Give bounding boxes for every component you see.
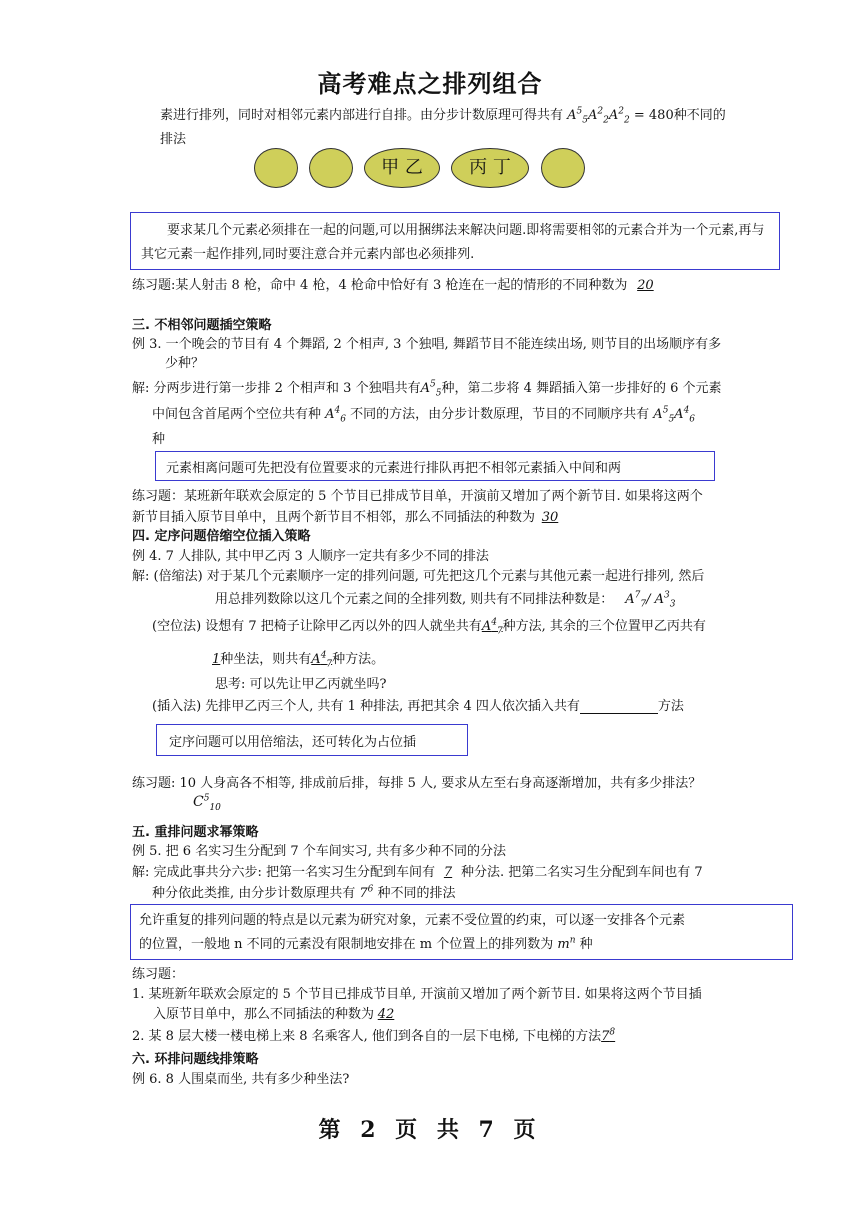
answer: 30 <box>541 510 559 525</box>
think-line: 思考: 可以先让甲乙丙就坐吗? <box>215 677 387 692</box>
note-box-fixed-order: 定序问题可以用倍缩法，还可转化为占位插 <box>156 724 468 756</box>
exercise-item: 2. 某 8 层大楼一楼电梯上来 8 名乘客人, 他们到各自的一层下电梯, 下电梯的方法$7^8$ <box>132 1027 616 1044</box>
oval-element-jia-yi: 甲 乙 <box>364 148 440 188</box>
solution-line: 种 <box>152 432 166 447</box>
solution-line: 用总排列数除以这几个元素之间的全排列数, 则共有不同排法种数是： $A^7_7/$ $A^3_3$ <box>215 590 676 610</box>
exercise-line: 练习题:某人射击 8 枪，命中 4 枪，4 枪命中恰好有 3 枪连在一起的情形的不同种数为 20 <box>132 274 663 293</box>
solution-line: (空位法) 设想有 7 把椅子让除甲乙丙以外的四人就坐共有$A^4_7$种方法, 其余的三个位置甲乙丙共有 <box>152 617 706 637</box>
oval-element <box>254 148 298 188</box>
example-line: 例 6. 8 人围桌而坐, 共有多少种坐法? <box>132 1072 350 1087</box>
paragraph-line: 素进行排列，同时对相邻元素内部进行自排。由分步计数原理可得共有 $A^5_5A^2_2A^2_2 = 480$种不同的 <box>160 106 726 126</box>
solution-line: 中间包含首尾两个空位共有种 $A^4_6$ 不同的方法，由分步计数原理，节目的不同顺序共有 $A^5_5A^4_6$ <box>152 405 696 425</box>
oval-element <box>541 148 585 188</box>
blank-line <box>580 701 658 714</box>
section-heading: 六. 环排问题线排策略 <box>132 1052 259 1067</box>
exercise-heading: 练习题： <box>132 967 185 982</box>
section-heading: 四. 定序问题倍缩空位插入策略 <box>132 529 311 544</box>
solution-line: (插入法) 先排甲乙丙三个人, 共有 1 种排法, 再把其余 4 四人依次插入共有 方法 <box>152 699 684 714</box>
section-heading: 五. 重排问题求幂策略 <box>132 825 259 840</box>
section-heading: 三. 不相邻问题插空策略 <box>132 318 272 333</box>
exercise-item: 1. 某班新年联欢会原定的 5 个节目已排成节目单, 开演前又增加了两个新节目. 如果将这两个节目插 <box>132 987 702 1002</box>
formula: $A^5_5A^2_2A^2_2$ <box>567 106 630 126</box>
example-line: 例 3. 一个晚会的节目有 4 个舞蹈, 2 个相声, 3 个独唱, 舞蹈节目不能连续出场, 则节目的出场顺序有多 <box>132 337 722 352</box>
formula-answer: $C^5_{10}$ <box>193 793 221 813</box>
solution-line: 1种坐法，则共有$A^4_7$种方法。 <box>212 650 385 670</box>
note-box-insertion: 元素相离问题可先把没有位置要求的元素进行排队再把不相邻元素插入中间和两 <box>155 451 715 481</box>
oval-element-bing-ding: 丙 丁 <box>451 148 529 188</box>
solution-line: 解: 分两步进行第一步排 2 个相声和 3 个独唱共有$A^5_5$种，第二步将 4 舞蹈插入第一步排好的 6 个元素 <box>132 379 722 399</box>
solution-line: 解: 完成此事共分六步: 把第一名实习生分配到车间有 7 种分法. 把第二名实习生分配到车间也有 7 <box>132 865 703 880</box>
oval-element <box>309 148 353 188</box>
exercise-item: 入原节目单中，那么不同插法的种数为 42 <box>153 1007 395 1022</box>
page-title: 高考难点之排列组合 <box>317 69 543 98</box>
paragraph-line: 排法 <box>160 132 187 147</box>
example-line: 例 4. 7 人排队, 其中甲乙丙 3 人顺序一定共有多少不同的排法 <box>132 549 489 564</box>
exercise-line: 新节目插入原节目单中，且两个新节目不相邻，那么不同插法的种数为 30 <box>132 506 565 525</box>
note-box-repetition: 允许重复的排列问题的特点是以元素为研究对象，元素不受位置的约束，可以逐一安排各个元素 的位置，一般地 n 不同的元素没有限制地安排在 m 个位置上的排列数为 $m^n$ 种 <box>130 904 793 960</box>
example-line: 例 5. 把 6 名实习生分配到 7 个车间实习, 共有多少种不同的分法 <box>132 844 507 859</box>
solution-line: 种分依此类推, 由分步计数原理共有 $7^6$ 种不同的排法 <box>152 884 456 901</box>
example-line: 少种？ <box>165 356 205 371</box>
note-box-bundling: 要求某几个元素必须排在一起的问题,可以用捆绑法来解决问题.即将需要相邻的元素合并为一个元素,再与其它元素一起作排列,同时要注意合并元素内部也必须排列. <box>130 212 780 270</box>
exercise-line: 练习题: 10 人身高各不相等, 排成前后排，每排 5 人, 要求从左至右身高逐渐增加，共有多少排法？ <box>132 776 702 791</box>
exercise-line: 练习题：某班新年联欢会原定的 5 个节目已排成节目单，开演前又增加了两个新节目. 如果将这两个 <box>132 489 703 504</box>
answer: 20 <box>637 278 654 293</box>
solution-line: 解: (倍缩法) 对于某几个元素顺序一定的排列问题, 可先把这几个元素与其他元素一起进行排列, 然后 <box>132 569 705 584</box>
page-footer: 第 2 页 共 7 页 <box>318 1117 542 1143</box>
